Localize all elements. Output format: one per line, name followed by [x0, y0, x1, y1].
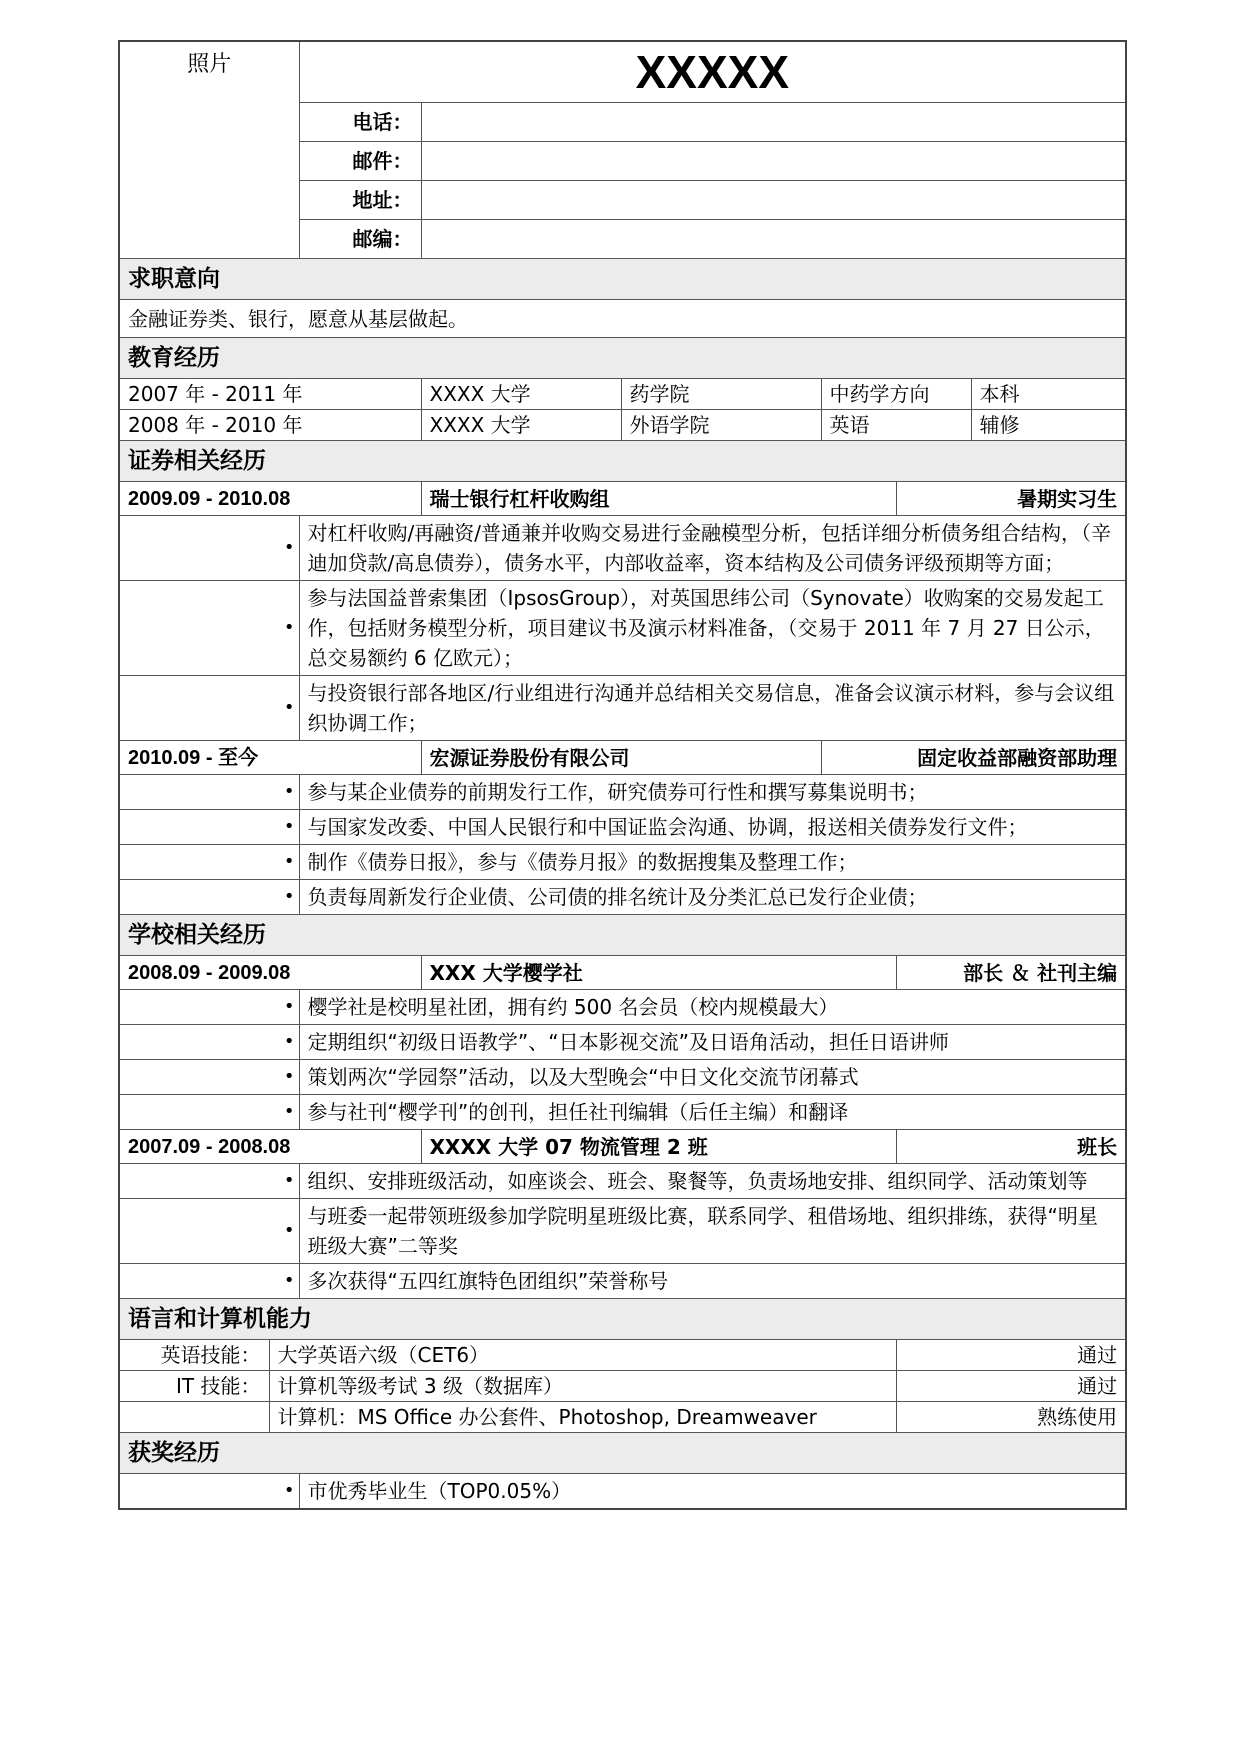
resume-sheet [118, 40, 1127, 1510]
job-header-row [119, 482, 1126, 516]
resume-body [119, 41, 1126, 1509]
bullet-row [119, 1060, 1126, 1095]
edu-degree: 本科 [971, 379, 1126, 410]
bullet-icon: • [119, 1264, 299, 1299]
email-value [421, 142, 1126, 181]
bullet-text: 参与某企业债券的前期发行工作，研究债券可行性和撰写募集说明书； [299, 775, 1126, 810]
bullet-icon: • [119, 1164, 299, 1199]
bullet-row [119, 1164, 1126, 1199]
school-heading: 学校相关经历 [119, 915, 1126, 956]
skill-label: 英语技能： [119, 1340, 269, 1371]
skill-label: IT 技能： [119, 1371, 269, 1402]
skill-row [119, 1371, 1126, 1402]
resume-table [118, 40, 1127, 1510]
job-role: 暑期实习生 [896, 482, 1126, 516]
skill-label [119, 1402, 269, 1433]
bullet-row [119, 676, 1126, 741]
skill-item: 大学英语六级（CET6） [269, 1340, 896, 1371]
bullet-row [119, 581, 1126, 676]
bullet-text: 组织、安排班级活动，如座谈会、班会、聚餐等，负责场地安排、组织同学、活动策划等 [299, 1164, 1126, 1199]
edu-period: 2007 年 - 2011 年 [119, 379, 421, 410]
bullet-row [119, 775, 1126, 810]
job-period: 2009.09 - 2010.08 [119, 482, 421, 516]
photo-box [119, 41, 299, 259]
skill-level: 通过 [896, 1371, 1126, 1402]
address-value [421, 181, 1126, 220]
edu-college: 药学院 [621, 379, 821, 410]
education-heading: 教育经历 [119, 338, 1126, 379]
bullet-row [119, 990, 1126, 1025]
bullet-text: 与班委一起带领班级参加学院明星班级比赛，联系同学、租借场地、组织排练，获得“明星班级大赛”二等奖 [299, 1199, 1126, 1264]
job-header-row [119, 1130, 1126, 1164]
bullet-icon: • [119, 1025, 299, 1060]
securities-heading: 证券相关经历 [119, 441, 1126, 482]
education-row [119, 379, 1126, 410]
photo-label: 照片 [187, 52, 232, 77]
skill-level: 通过 [896, 1340, 1126, 1371]
postcode-value [421, 220, 1126, 259]
bullet-icon: • [119, 581, 299, 676]
skill-row [119, 1402, 1126, 1433]
job-role: 固定收益部融资部助理 [821, 741, 1126, 775]
job-period: 2010.09 - 至今 [119, 741, 421, 775]
edu-school: XXXX 大学 [421, 379, 621, 410]
bullet-row [119, 1199, 1126, 1264]
bullet-row [119, 1474, 1126, 1510]
bullet-icon: • [119, 775, 299, 810]
address-label: 地址： [299, 181, 421, 220]
edu-period: 2008 年 - 2010 年 [119, 410, 421, 441]
edu-degree: 辅修 [971, 410, 1126, 441]
job-org: XXXX 大学 07 物流管理 2 班 [421, 1130, 896, 1164]
bullet-text: 与国家发改委、中国人民银行和中国证监会沟通、协调，报送相关债券发行文件； [299, 810, 1126, 845]
job-role: 班长 [896, 1130, 1126, 1164]
awards-heading: 获奖经历 [119, 1433, 1126, 1474]
postcode-label: 邮编： [299, 220, 421, 259]
job-header-row [119, 741, 1126, 775]
phone-label: 电话： [299, 103, 421, 142]
edu-major: 中药学方向 [821, 379, 971, 410]
job-header-row [119, 956, 1126, 990]
skill-level: 熟练使用 [896, 1402, 1126, 1433]
skill-item: 计算机：MS Office 办公套件、Photoshop, Dreamweaver [269, 1402, 896, 1433]
job-org: XXX 大学樱学社 [421, 956, 896, 990]
bullet-icon: • [119, 676, 299, 741]
bullet-row [119, 1264, 1126, 1299]
edu-major: 英语 [821, 410, 971, 441]
bullet-text: 负责每周新发行企业债、公司债的排名统计及分类汇总已发行企业债； [299, 880, 1126, 915]
bullet-row [119, 845, 1126, 880]
job-org: 瑞士银行杠杆收购组 [421, 482, 896, 516]
education-row [119, 410, 1126, 441]
skill-item: 计算机等级考试 3 级（数据库） [269, 1371, 896, 1402]
bullet-icon: • [119, 990, 299, 1025]
bullet-text: 樱学社是校明星社团，拥有约 500 名会员（校内规模最大） [299, 990, 1126, 1025]
job-org: 宏源证券股份有限公司 [421, 741, 821, 775]
email-label: 邮件： [299, 142, 421, 181]
bullet-text: 多次获得“五四红旗特色团组织”荣誉称号 [299, 1264, 1126, 1299]
bullet-text: 参与社刊“樱学刊”的创刊，担任社刊编辑（后任主编）和翻译 [299, 1095, 1126, 1130]
edu-school: XXXX 大学 [421, 410, 621, 441]
bullet-text: 参与法国益普索集团（IpsosGroup），对英国思纬公司（Synovate）收购案的交易发起工作，包括财务模型分析，项目建议书及演示材料准备，（交易于 2011 年 7 月 27 日公示，总交易额约 6 亿欧元）； [299, 581, 1126, 676]
objective-heading: 求职意向 [119, 259, 1126, 300]
bullet-row [119, 1025, 1126, 1060]
bullet-icon: • [119, 845, 299, 880]
bullet-icon: • [119, 1474, 299, 1510]
objective-text: 金融证券类、银行，愿意从基层做起。 [119, 300, 1126, 338]
skills-heading: 语言和计算机能力 [119, 1299, 1126, 1340]
bullet-row [119, 1095, 1126, 1130]
skill-row [119, 1340, 1126, 1371]
candidate-name: XXXXX [299, 41, 1126, 103]
job-role: 部长 ＆ 社刊主编 [896, 956, 1126, 990]
bullet-row [119, 810, 1126, 845]
bullet-text: 定期组织“初级日语教学”、“日本影视交流”及日语角活动，担任日语讲师 [299, 1025, 1126, 1060]
bullet-text: 策划两次“学园祭”活动，以及大型晚会“中日文化交流节闭幕式 [299, 1060, 1126, 1095]
bullet-icon: • [119, 1199, 299, 1264]
bullet-text: 对杠杆收购/再融资/普通兼并收购交易进行金融模型分析，包括详细分析债务组合结构，（辛迪加贷款/高息债券），债务水平，内部收益率，资本结构及公司债务评级预期等方面； [299, 516, 1126, 581]
phone-value [421, 103, 1126, 142]
bullet-icon: • [119, 880, 299, 915]
bullet-text: 与投资银行部各地区/行业组进行沟通并总结相关交易信息，准备会议演示材料，参与会议组织协调工作； [299, 676, 1126, 741]
edu-college: 外语学院 [621, 410, 821, 441]
bullet-icon: • [119, 810, 299, 845]
bullet-text: 市优秀毕业生（TOP0.05%） [299, 1474, 1126, 1510]
job-period: 2007.09 - 2008.08 [119, 1130, 421, 1164]
bullet-row [119, 516, 1126, 581]
bullet-icon: • [119, 1095, 299, 1130]
bullet-icon: • [119, 516, 299, 581]
bullet-icon: • [119, 1060, 299, 1095]
bullet-row [119, 880, 1126, 915]
bullet-text: 制作《债券日报》，参与《债券月报》的数据搜集及整理工作； [299, 845, 1126, 880]
job-period: 2008.09 - 2009.08 [119, 956, 421, 990]
